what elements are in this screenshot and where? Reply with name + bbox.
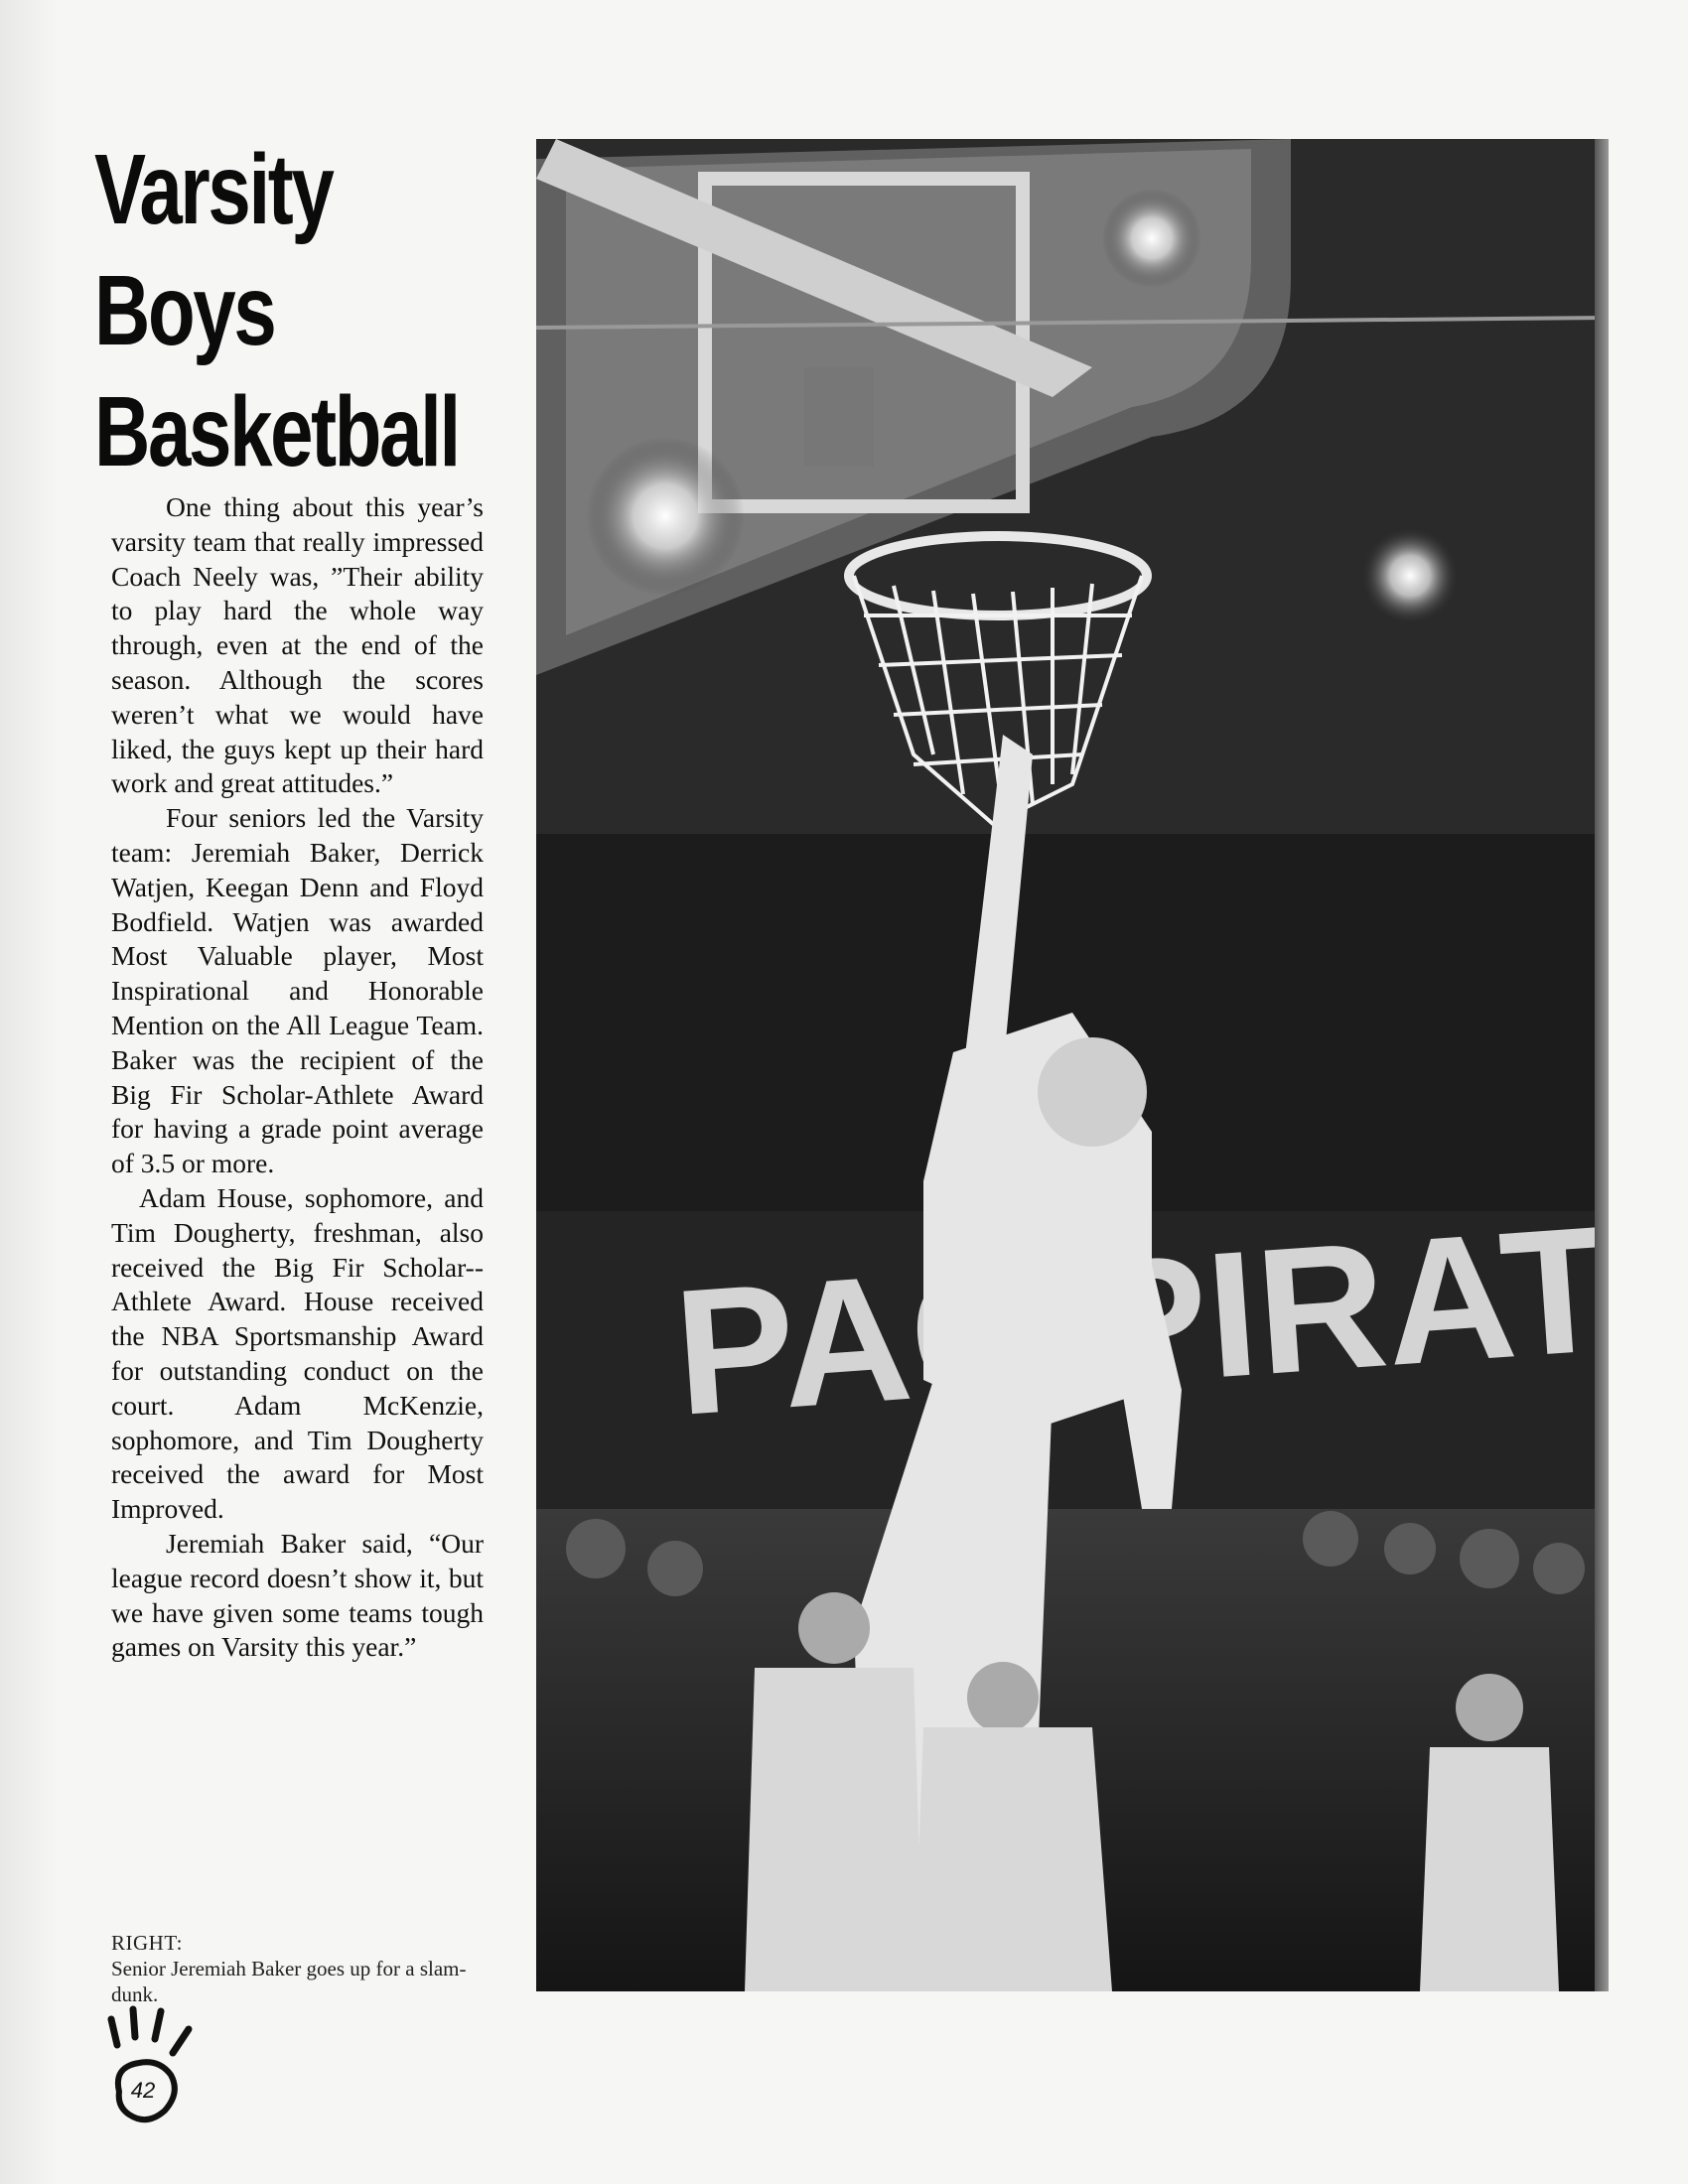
- paw-print-icon: [99, 1997, 209, 2136]
- page-number: 42: [130, 2078, 156, 2103]
- caption-text: Senior Jeremiah Baker goes up for a slam-dunk.: [111, 1957, 467, 2006]
- caption-lead: RIGHT:: [111, 1931, 183, 1955]
- page-spine-shadow: [0, 0, 58, 2184]
- title-line-2: Boys: [94, 255, 275, 366]
- page-edge-shadow: [1595, 139, 1609, 1991]
- article-paragraph-2: Four seniors led the Varsity team: Jeremiah Baker, Derrick Watjen, Keegan Denn and Floyd Bodfield. Watjen was awarded Most Valuable player, Most Inspirational and Honorable Mention on the All League Team. Baker was the recipient of the Big Fir Scholar-Athlete Award for having a grade point average of 3.5 or more.: [111, 802, 484, 1179]
- page-title: [94, 129, 459, 492]
- title-line-1: Varsity: [94, 134, 333, 245]
- article-paragraph-4: Jeremiah Baker said, “Our league record doesn’t show it, but we have given some teams tough games on Varsity this year.”: [111, 1527, 484, 1663]
- photo-caption: [111, 1930, 489, 2007]
- title-line-3: Basketball: [94, 376, 459, 487]
- article-body: [111, 490, 484, 1665]
- slam-dunk-photo: [536, 139, 1609, 1991]
- article-paragraph-1: One thing about this year’s varsity team that really impressed Coach Neely was, ”Their ability to play hard the whole way through, even at the end of the season. Although the scores weren’t what we would have liked, the guys kept up their hard work and great attitudes.”: [111, 491, 484, 799]
- article-paragraph-3: Adam House, sophomore, and Tim Dougherty, freshman, also received the Big Fir Scholar--Athlete Award. House received the NBA Sportsmanship Award for outstanding conduct on the court. Adam McKenzie, sophomore, and Tim Dougherty received the award for Most Improved.: [111, 1181, 484, 1525]
- banner-text: PAC PIRATES: [668, 1171, 1609, 1453]
